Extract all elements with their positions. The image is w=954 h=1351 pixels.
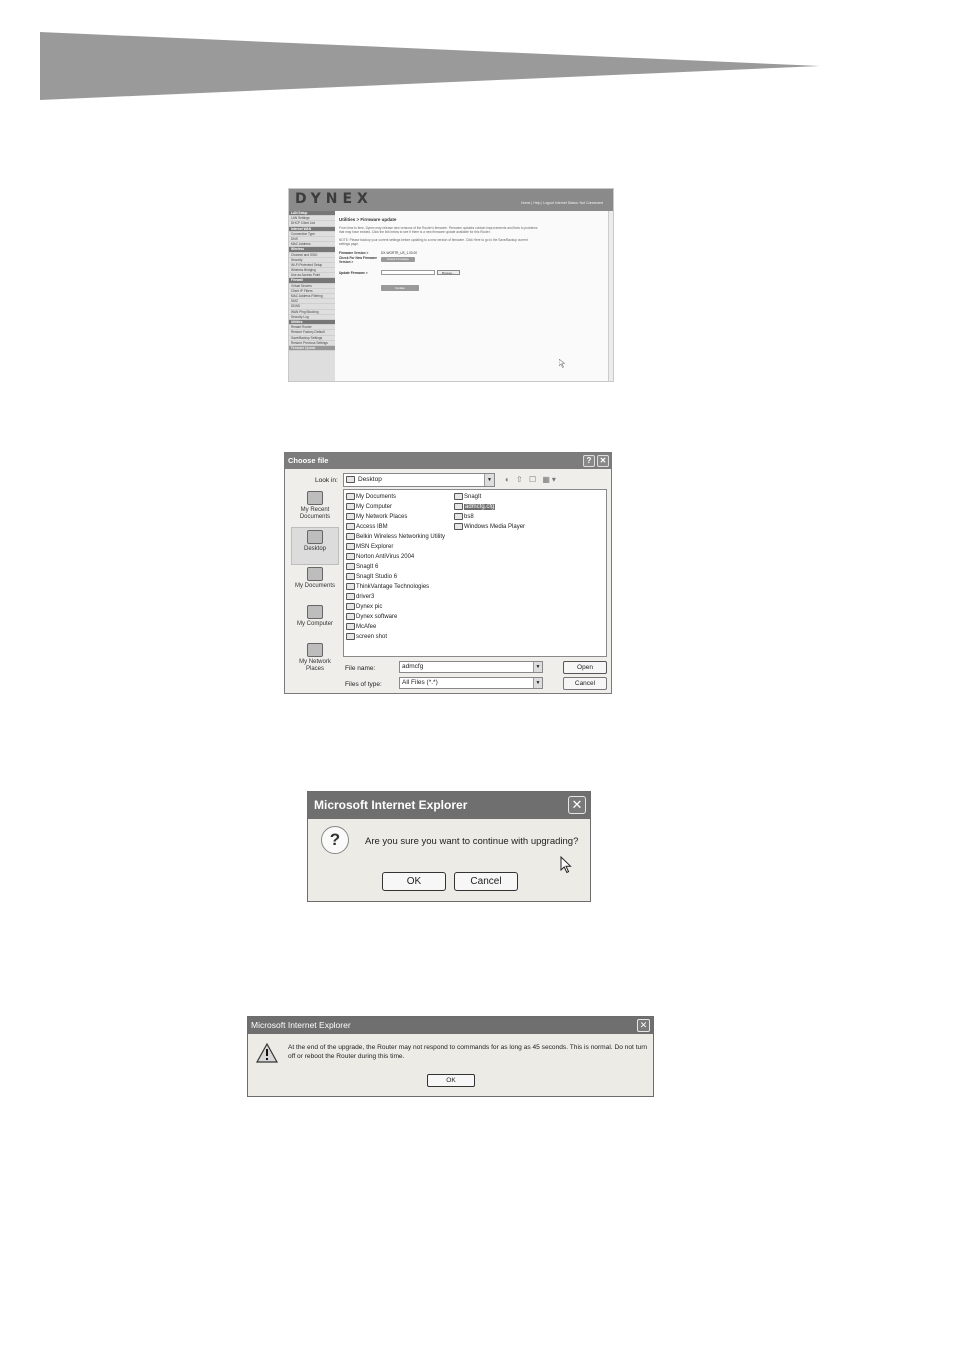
place-icon [307,605,323,619]
file-list-item-label: driver3 [356,594,375,600]
folder-icon [346,523,355,530]
chevron-down-icon[interactable]: ▼ [484,474,494,486]
file-list-item[interactable] [346,602,445,612]
file-list-item[interactable] [346,592,445,602]
folder-icon [346,543,355,550]
sidebar-item[interactable]: DNS [289,237,335,242]
file-list-item[interactable] [346,572,445,582]
choose-file-dialog [284,452,612,694]
sidebar-item[interactable]: WAN Ping Blocking [289,310,335,315]
firmware-file-input[interactable] [381,270,435,275]
file-list-item[interactable] [346,622,445,632]
sidebar-item[interactable]: Firmware Update [289,346,335,351]
file-column-1 [346,492,445,642]
sidebar-item[interactable]: Save/Backup Settings [289,336,335,341]
sidebar-item[interactable]: Restart Router [289,325,335,330]
warning-icon [256,1043,278,1063]
file-list-item[interactable] [454,492,525,502]
file-list-item-label: My Computer [356,504,393,510]
folder-icon [346,513,355,520]
open-button[interactable]: Open [563,661,607,674]
sidebar-item[interactable]: Channel and SSID [289,253,335,258]
sidebar-item[interactable]: Wireless Bridging [289,268,335,273]
folder-icon [454,493,463,500]
folder-icon [346,583,355,590]
router-top-links[interactable]: Home | Help | Logout Internet Status: Not Connected [521,201,603,205]
file-list-item[interactable] [346,562,445,572]
sidebar-section-header: Firewall [289,278,335,283]
folder-icon [454,513,463,520]
file-list-item[interactable] [454,502,525,512]
file-type-select[interactable] [399,677,543,689]
check-firmware-row [339,257,609,262]
file-list-item-label: Belkin Wireless Networking Utility [356,534,446,540]
place-icon [307,567,323,581]
upgrade-warning-dialog [247,1016,654,1097]
header-band [40,32,820,100]
file-list-item[interactable] [346,512,445,522]
folder-icon [346,603,355,610]
sidebar-item[interactable]: DDNS [289,304,335,309]
chevron-down-icon[interactable]: ▼ [533,678,542,688]
question-icon: ? [321,826,349,854]
file-list-item[interactable] [346,542,445,552]
file-list-item-label: McAfee [356,624,377,630]
warning-dialog-title: Microsoft Internet Explorer [248,1017,653,1034]
place-desktop[interactable] [291,527,339,565]
router-note-text: NOTE: Please backup your current settings before updating to a new version of firmware. Click Here to go to the Save/Backup current settings page. [339,238,528,246]
place-label: My Network Places [299,659,331,672]
file-list-item[interactable] [346,632,445,642]
firmware-version-row [339,250,609,255]
firmware-version-label: Firmware Version > [339,250,369,255]
check-firmware-button[interactable]: Check Firmware [381,257,415,262]
look-in-label: Look in: [315,477,338,484]
sidebar-item[interactable]: Wi-Fi Protected Setup [289,263,335,268]
place-label: Desktop [303,546,326,552]
router-sidebar [289,211,335,382]
file-list-item[interactable] [346,612,445,622]
sidebar-item[interactable]: LAN Settings [289,216,335,221]
file-list-item-label: Dynex pic [356,604,383,610]
sidebar-item[interactable]: DHCP Client List [289,221,335,226]
file-list-item-label: Windows Media Player [464,524,526,530]
place-label: My Documents [294,583,335,589]
folder-icon [346,573,355,580]
file-list-item-label: Norton AntiVirus 2004 [356,554,415,560]
browse-button[interactable]: Browse... [437,270,460,275]
help-icon[interactable]: ? [583,455,595,467]
place-label: My Recent Documents [299,507,331,520]
file-name-input[interactable] [399,661,543,673]
folder-icon [346,493,355,500]
sidebar-section-header: Wireless [289,247,335,252]
folder-icon [346,503,355,510]
cursor-icon [559,359,565,368]
look-in-value: Desktop [358,476,382,483]
router-scrollbar[interactable] [608,211,613,382]
choose-file-title: Choose file [285,453,611,469]
desktop-folder-icon [346,476,355,483]
router-intro-text: From time to time, Dynex may release new versions of the Router's firmware. Firmware updates contain improvements and fixes to problems that may have existed. Click the link below to see if there is a new firmware update available for this Router. [339,226,538,234]
close-icon[interactable]: ✕ [597,455,609,467]
file-type-label: Files of type: [345,681,382,688]
file-column-2 [454,492,525,532]
ok-button[interactable]: OK [427,1074,475,1087]
folder-icon [454,503,463,510]
place-label: My Computer [296,621,333,627]
place-my-recent-documents[interactable] [291,489,339,527]
place-icon [307,530,323,544]
places-bar [291,489,339,685]
file-list-item-label: Access IBM [356,524,388,530]
look-in-select[interactable] [343,473,495,487]
place-icon [307,643,323,657]
router-main-content [339,217,609,291]
sidebar-item[interactable]: DMZ [289,299,335,304]
file-list[interactable] [343,489,607,657]
sidebar-item[interactable]: Security Log [289,315,335,320]
sidebar-item[interactable]: Restore Factory Default [289,330,335,335]
file-list-item-label: My Network Places [356,514,408,520]
file-name-value: admcfg [402,663,424,670]
file-list-item[interactable] [454,512,525,522]
sidebar-item[interactable]: Security [289,258,335,263]
sidebar-item[interactable]: Client IP Filters [289,289,335,294]
file-name-label: File name: [345,665,376,672]
cursor-icon [560,856,572,874]
file-list-item-label: ThinkVantage Technologies [356,584,430,590]
sidebar-item[interactable]: Restore Previous Settings [289,341,335,346]
folder-icon [346,553,355,560]
place-icon [307,491,323,505]
folder-icon [346,623,355,630]
place-my-computer[interactable] [291,603,339,641]
sidebar-item[interactable]: Virtual Servers [289,284,335,289]
confirm-dialog-title: Microsoft Internet Explorer [308,792,590,819]
file-list-item[interactable] [454,522,525,532]
cancel-button[interactable]: Cancel [563,677,607,690]
file-list-item-label: admcfg.cfg [465,504,495,510]
sidebar-item[interactable]: MAC Address [289,242,335,247]
confirm-message: Are you sure you want to continue with upgrading? [365,836,579,847]
sidebar-item[interactable]: Connection Type [289,232,335,237]
file-list-item[interactable] [346,532,445,542]
warning-message: At the end of the upgrade, the Router may not respond to commands for as long as 45 seconds. This is normal. Do not turn off or reboot the Router during this time. [288,1044,648,1060]
file-list-item-label: screen shot [356,634,388,640]
folder-icon [346,633,355,640]
router-page-title: Utilities > Firmware update [339,217,397,222]
router-firmware-screenshot [288,188,614,382]
update-firmware-label: Update Firmware > [339,270,368,275]
folder-icon [346,613,355,620]
cancel-button[interactable]: Cancel [454,872,518,891]
update-firmware-row [339,270,609,275]
sidebar-item[interactable]: MAC Address Filtering [289,294,335,299]
firmware-version-value: DX-WGRTR_US_1.00.00 [381,250,418,255]
place-my-network-places[interactable] [291,641,339,679]
toolbar-icons[interactable]: ◐ ⇧ ☐ ▦▾ [505,475,558,484]
chevron-down-icon[interactable]: ▼ [533,662,542,672]
router-logo: DYNEX [295,191,373,207]
file-list-item-label: My Documents [356,494,397,500]
sidebar-section-header: Utilities [289,320,335,325]
ok-button[interactable]: OK [382,872,446,891]
folder-icon [346,563,355,570]
file-list-item[interactable] [346,522,445,532]
file-type-value: All Files (*.*) [402,679,438,686]
file-list-item-label: SnagIt Studio 6 [356,574,398,580]
file-list-item-label: SnagIt 6 [356,564,379,570]
file-list-item-label: bs8 [464,514,474,520]
sidebar-section-header: LAN Setup [289,211,335,216]
file-list-item[interactable] [346,492,445,502]
close-icon[interactable]: ✕ [637,1019,650,1032]
place-my-documents[interactable] [291,565,339,603]
confirm-upgrade-dialog [307,791,591,902]
update-button[interactable]: Update [381,285,419,291]
file-list-item[interactable] [346,552,445,562]
file-list-item-label: Dynex software [356,614,398,620]
file-list-item-label: MSN Explorer [356,544,394,550]
file-list-item[interactable] [346,502,445,512]
file-list-item[interactable] [346,582,445,592]
sidebar-section-header: Internet WAN [289,227,335,232]
folder-icon [346,593,355,600]
close-icon[interactable]: ✕ [568,796,586,814]
check-firmware-label: Check For New Firmware Version > [339,255,378,264]
folder-icon [454,523,463,530]
router-header [289,189,613,211]
file-list-item-label: SnagIt [464,494,482,500]
sidebar-item[interactable]: Use as Access Point [289,273,335,278]
folder-icon [346,533,355,540]
